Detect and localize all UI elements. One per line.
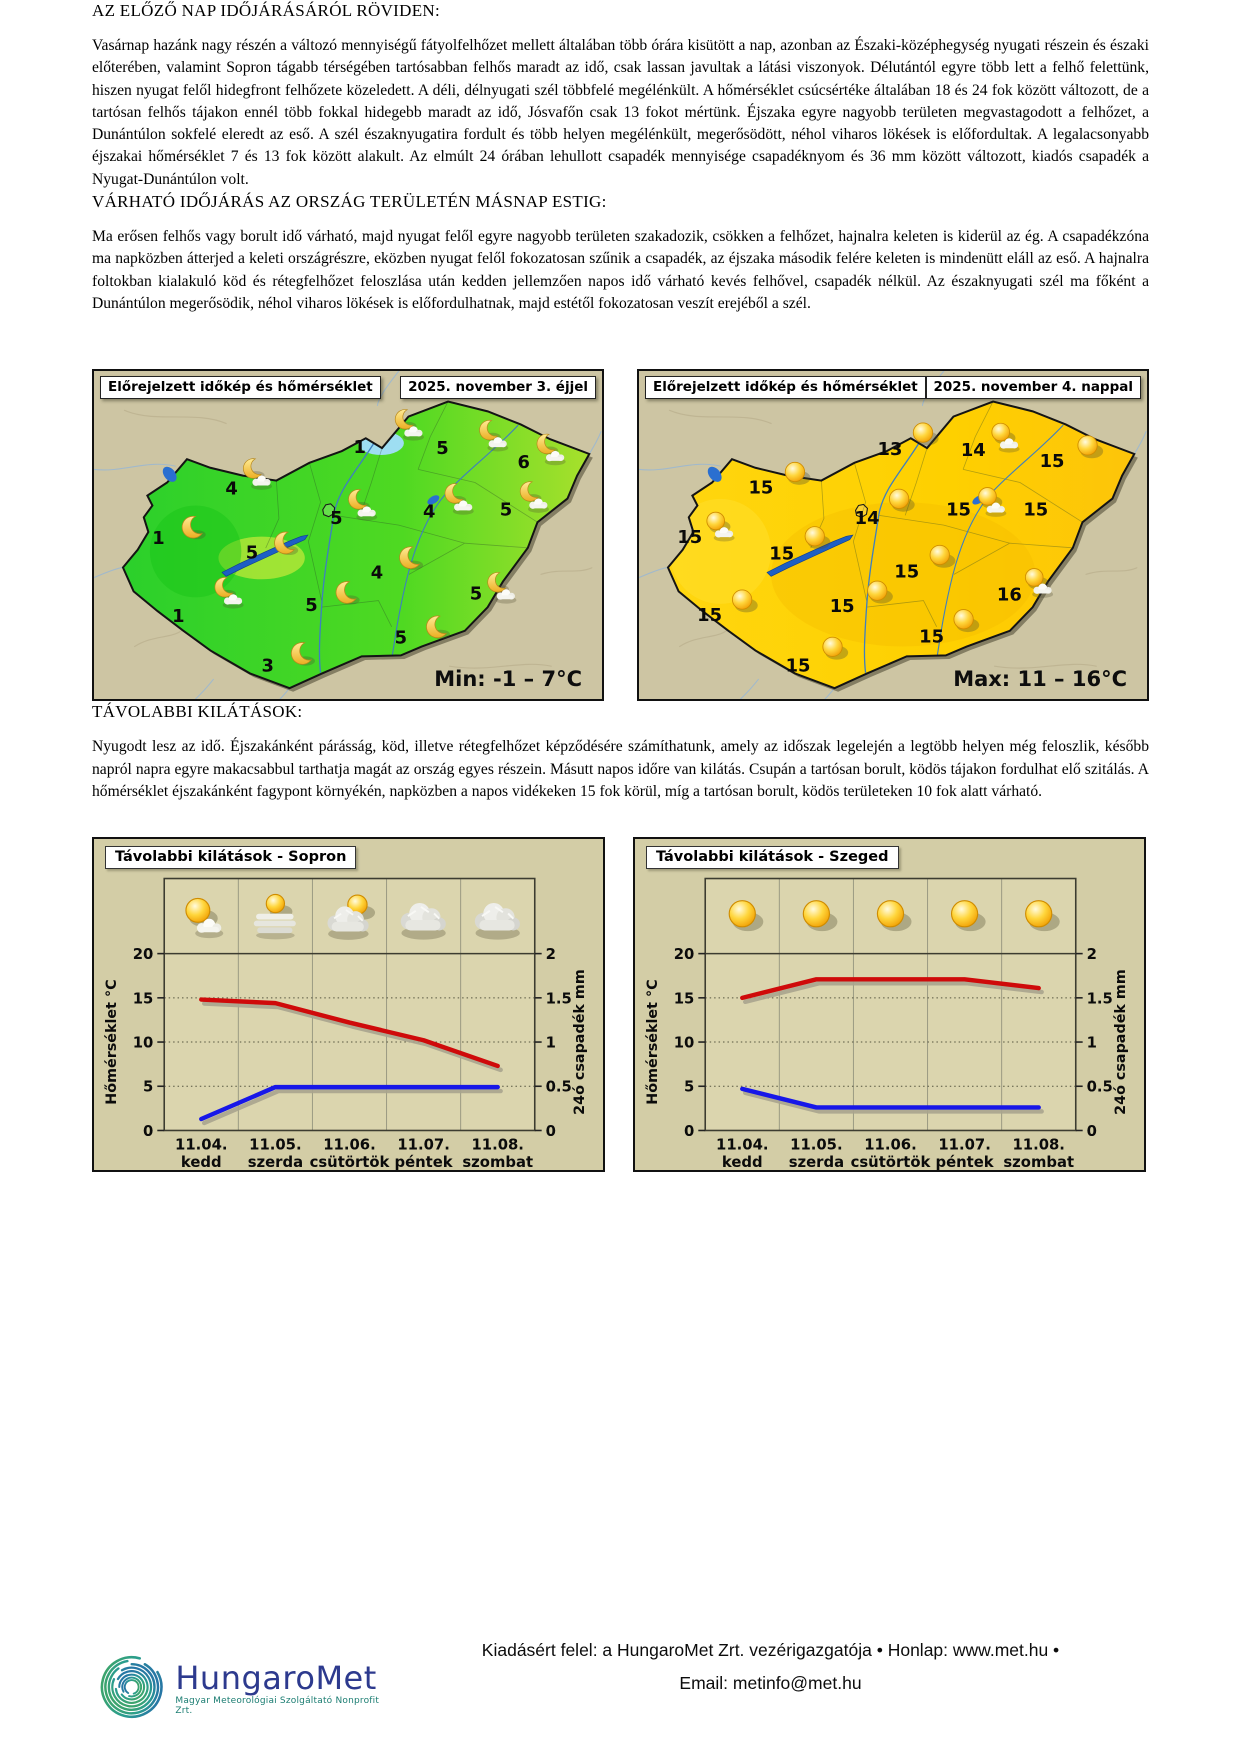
x-tick-date: 11.05. [790,1136,843,1154]
temperature-value: 15 [748,477,774,499]
right-axis [1076,946,1129,1140]
x-tick-date: 11.04. [716,1136,769,1154]
y-tick-label: 0 [545,1123,556,1141]
right-axis [535,946,588,1140]
left-axis [104,946,164,1140]
temperature-value: 15 [829,596,855,618]
temperature-value: 15 [1039,451,1065,473]
temperature-value: 6 [517,452,530,474]
x-tick-weekday: szerda [247,1154,304,1171]
x-tick-date: 11.08. [471,1136,524,1154]
temperature-value: 16 [996,584,1022,606]
x-tick-weekday: szerda [788,1154,845,1171]
right-axis-title: 24ó csapadék mm [572,969,589,1115]
forecast-map-day [637,369,1149,701]
right-axis-title: 24ó csapadék mm [1113,969,1130,1115]
temperature-value: 5 [245,542,259,564]
y-tick-label: 5 [684,1078,695,1096]
section-heading-previous-day: AZ ELŐZŐ NAP IDŐJÁRÁSÁRÓL RÖVIDEN: [92,1,440,20]
x-tick-weekday: péntek [394,1154,453,1171]
x-tick-weekday: szombat [462,1154,534,1171]
y-tick-label: 20 [673,946,695,964]
map-min-label: Min: -1 – 7°C [434,667,582,692]
map-max-label: Max: 11 – 16°C [953,667,1127,692]
logo-tagline: Magyar Meteorológiai Szolgáltató Nonprofit Zrt. [175,1695,380,1716]
x-tick-weekday: csütörtök [850,1154,931,1171]
x-tick-weekday: kedd [721,1154,763,1171]
x-axis-labels [716,1136,1074,1170]
y-tick-label: 5 [143,1078,154,1096]
footer-email-line: Email: metinfo@met.hu [679,1673,862,1693]
x-tick-date: 11.04. [175,1136,228,1154]
x-tick-date: 11.07. [938,1136,991,1154]
temperature-value: 15 [1023,499,1049,521]
temperature-value: 15 [697,605,723,627]
x-tick-date: 11.06. [323,1136,376,1154]
temperature-value: 14 [960,440,986,462]
y-tick-label: 2 [1086,946,1097,964]
temperature-value: 15 [919,626,945,648]
x-tick-weekday: csütörtök [309,1154,390,1171]
temperature-value: 13 [877,439,903,461]
temperature-value: 4 [370,562,384,584]
x-tick-date: 11.07. [397,1136,450,1154]
y-tick-label: 2 [545,946,556,964]
temperature-value: 15 [785,655,811,677]
y-tick-label: 15 [132,990,154,1008]
x-axis-labels [175,1136,533,1170]
temperature-value: 15 [894,561,920,583]
y-tick-label: 0 [1086,1123,1097,1141]
hungaromet-logo [92,1642,392,1734]
left-axis-title: Hőmérséklet °C [644,979,661,1105]
temperature-value: 1 [353,437,366,459]
forecast-map-night [92,369,604,701]
paragraph-forecast: Ma erősen felhős vagy borult idő várható, majd nyugat felől egyre nagyobb területen szakadozik, csökken a felhőzet, hajnalra keleten is kiderül az ég. A csapadékzóna ma napközben átterjed a keleti országrészre, eközben nyugat felől fokozatosan szűnik a csapadék, az éjszaka második felére keleten is mindenütt eláll az eső. A hajnalra foltokban kialakuló köd és rétegfelhőzet feloszlása után kedden jellemzően napos idő várható kevés felhővel, csapadék nélkül. Az északnyugati szél ma főként a Dunántúlon megerősödik, néhol viharos lökések is előfordulhatnak, majd estétől fokozatosan veszít erejéből a szél. [92,228,1149,312]
section-heading-outlook: TÁVOLABBI KILÁTÁSOK: [92,702,303,722]
x-tick-date: 11.06. [864,1136,917,1154]
temperature-value: 4 [423,501,436,523]
y-tick-label: 0 [143,1123,154,1141]
y-tick-label: 1 [1086,1034,1097,1052]
chart-graphic [635,839,1144,1170]
forecast-maps-row [92,369,1149,701]
logo-spiral-icon [92,1642,171,1734]
paragraph-outlook: Nyugodt lesz az idő. Éjszakánként párásság, köd, illetve rétegfelhőzet képződésére számíthatunk, amely az időszak legelején a legtöbb helyen még feloszlik, később napról napra egyre makacsabbul tarthatja magát az ország egyes részein. Másutt napos időre van kilátás. Csupán a tartósan borult, ködös tájakon fordulhat elő szitálás. A hőmérséklet éjszakánként fagypont környékén, napközben a napos vidékeken 15 fok körül, míg a tartósan borult, ködös területeken 10 fok alatt várható. [92,738,1149,800]
y-tick-label: 0.5 [545,1078,572,1096]
temperature-value: 5 [469,583,483,605]
temperature-value: 5 [394,627,408,649]
y-tick-label: 0.5 [1086,1078,1113,1096]
x-tick-date: 11.05. [249,1136,302,1154]
left-axis-title: Hőmérséklet °C [103,979,120,1105]
section-heading-forecast: VÁRHATÓ IDŐJÁRÁS AZ ORSZÁG TERÜLETÉN MÁSNAP ESTIG: [92,192,607,212]
night-map-graphic [94,371,602,699]
temperature-value: 1 [152,528,165,550]
temperature-value: 5 [305,595,318,617]
x-tick-date: 11.08. [1012,1136,1065,1154]
x-tick-weekday: szombat [1003,1154,1075,1171]
day-map-graphic [639,371,1147,699]
temperature-value: 5 [436,438,449,460]
map-title: Előrejelzett időkép és hőmérséklet [100,376,381,399]
chart-title: Távolabbi kilátások - Sopron [105,846,356,869]
map-date-label: 2025. november 3. éjjel [400,376,596,399]
chart-graphic [94,839,603,1170]
temperature-value: 3 [261,655,274,677]
y-tick-label: 20 [132,946,154,964]
map-title: Előrejelzett időkép és hőmérséklet [645,376,926,399]
page-footer [92,1628,1149,1734]
y-tick-label: 1 [545,1034,556,1052]
footer-contact-text [392,1634,1149,1700]
temperature-value: 15 [769,543,795,565]
y-tick-label: 10 [132,1034,154,1052]
chart-title: Távolabbi kilátások - Szeged [646,846,899,869]
y-tick-label: 15 [673,990,695,1008]
y-tick-label: 1.5 [545,990,572,1008]
temperature-value: 1 [172,606,185,628]
outlook-charts-row [92,837,1149,1172]
outlook-chart-sopron [92,837,605,1172]
temperature-value: 5 [499,499,513,521]
y-tick-label: 0 [684,1123,695,1141]
temperature-value: 14 [854,508,880,530]
temperature-value: 4 [225,478,238,500]
left-axis [645,946,705,1140]
x-tick-weekday: péntek [935,1154,994,1171]
document-content [92,0,1149,1172]
temperature-value: 5 [330,508,343,530]
logo-wordmark: HungaroMet [175,1658,377,1697]
x-tick-weekday: kedd [180,1154,222,1171]
temperature-value: 15 [946,499,971,521]
temperature-value: 15 [677,527,703,549]
map-date-label: 2025. november 4. nappal [926,376,1142,399]
y-tick-label: 1.5 [1086,990,1113,1008]
footer-publisher-line: Kiadásért felel: a HungaroMet Zrt. vezérigazgatója • Honlap: www.met.hu • [481,1640,1060,1660]
outlook-chart-szeged [633,837,1146,1172]
paragraph-previous-day: Vasárnap hazánk nagy részén a változó mennyiségű fátyolfelhőzet mellett általában több órára kisütött a nap, azonban az Északi-középhegység nyugati részein és északi előterében, valamint Sopron tágabb térségében tartósabban felhős maradt az idő, csak lassan javultak a látási viszonyok. Délutántól egyre több lett a felhő felettünk, hiszen nyugat felől hidegfront felhőzete közeledett. A déli, délnyugati szél többfelé megélénkült. A hőmérséklet csúcsértéke általában 18 és 24 fok között változott, de a tartósan felhős tájakon ennél több fokkal hidegebb maradt az idő, Jósvafőn csak 13 fokot mértünk. Éjszaka egyre nagyobb területen megvastagodott a felhőzet, a Dunántúlon sokfelé eleredt az eső. A szél északnyugatira fordult és több helyen megélénkült, megerősödött, néhol viharos lökések is előfordultak. A legalacsonyabb éjszakai hőmérséklet 7 és 13 fok között alakult. Az elmúlt 24 órában lehullott csapadék mennyisége csapadéknyom és 36 mm között változott, kiadós csapadék a Nyugat-Dunántúlon volt. [92,37,1149,188]
y-tick-label: 10 [673,1034,695,1052]
